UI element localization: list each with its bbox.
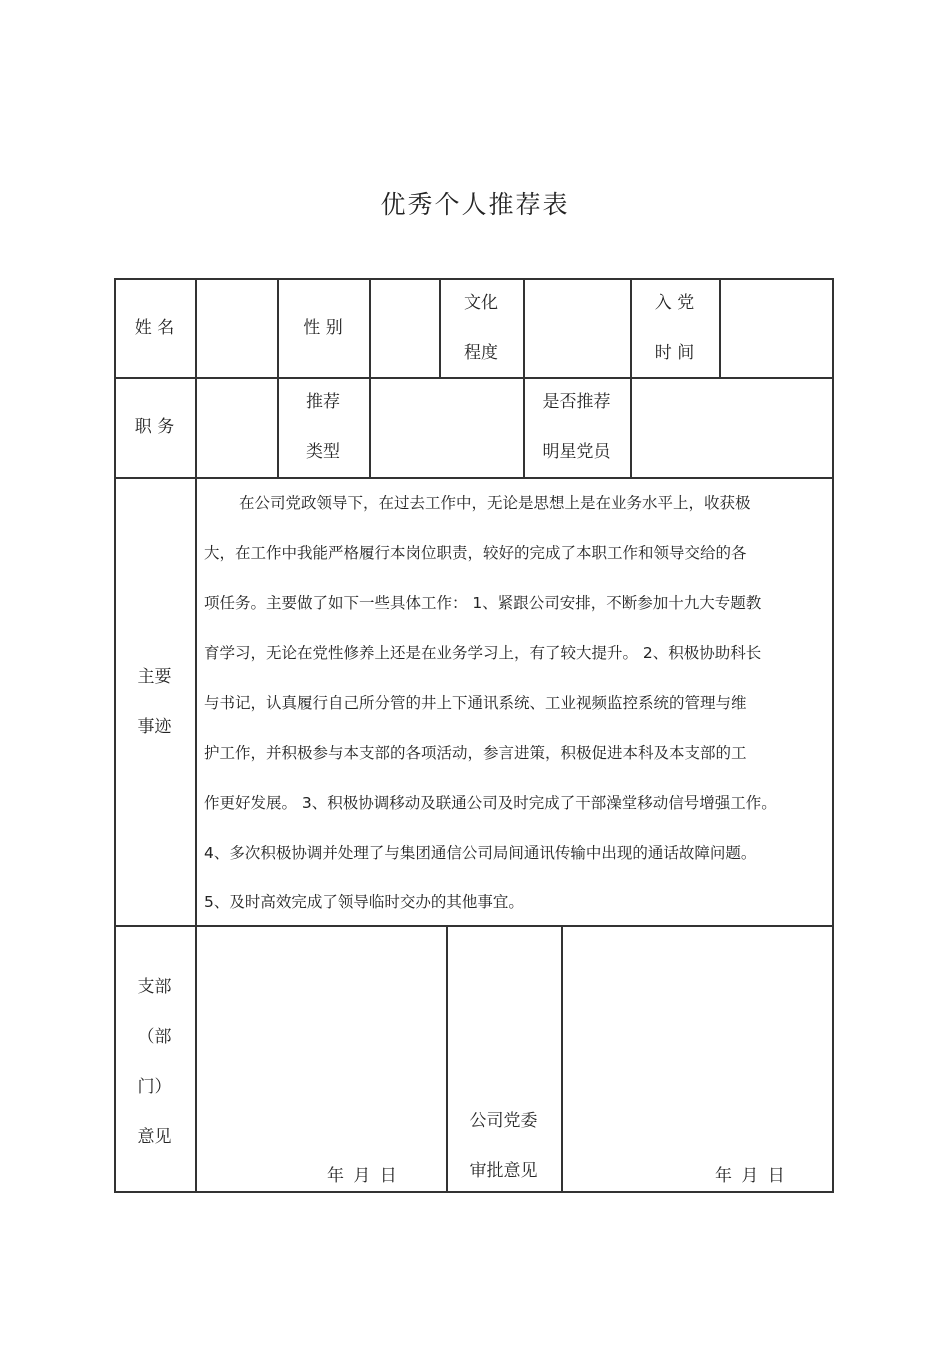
achievements-label: 事迹 — [137, 717, 172, 737]
recommend-type-label: 类型 — [306, 442, 340, 462]
join-date-label: 入 党 — [654, 293, 695, 313]
achievement-line: 在公司党政领导下，在过去工作中，无论是思想上是在业务水平上，收获极 — [239, 494, 751, 512]
star-member-label: 明星党员 — [542, 442, 611, 462]
achievements-label: 主要 — [137, 667, 172, 687]
join-date-field[interactable] — [721, 280, 831, 376]
branch-opinion-label: 支部 — [137, 977, 172, 997]
achievement-line: 项任务。主要做了如下一些具体工作： 1、紧跟公司安排，不断参加十九大专题教 — [204, 594, 762, 612]
education-field[interactable] — [525, 280, 629, 376]
achievement-line: 4、多次积极协调并处理了与集团通信公司局间通讯传输中出现的通话故障问题。 — [204, 844, 757, 862]
join-date-label: 时 间 — [654, 343, 695, 363]
position-label: 职 务 — [134, 417, 175, 437]
achievement-line: 5、及时高效完成了领导临时交办的其他事宜。 — [204, 893, 524, 911]
achievement-line: 护工作，并积极参与本支部的各项活动，参言进策，积极促进本科及本支部的工 — [204, 744, 747, 762]
branch-opinion-label: 意见 — [137, 1127, 172, 1147]
education-label: 文化 — [464, 293, 498, 313]
achievement-line: 育学习，无论在党性修养上还是在业务学习上，有了较大提升。 2、积极协助科长 — [204, 644, 762, 662]
committee-opinion-label: 审批意见 — [469, 1161, 538, 1181]
gender-field[interactable] — [371, 280, 438, 376]
branch-opinion-date: 年 月 日 — [327, 1166, 399, 1186]
position-field[interactable] — [197, 379, 276, 476]
recommend-type-field[interactable] — [371, 379, 522, 476]
name-label: 姓 名 — [134, 318, 175, 338]
table-border-right — [832, 278, 834, 1193]
gender-label: 性 别 — [303, 318, 343, 338]
education-label: 程度 — [464, 343, 498, 363]
committee-opinion-date: 年 月 日 — [715, 1166, 787, 1186]
star-member-field[interactable] — [632, 379, 831, 476]
recommend-type-label: 推荐 — [306, 392, 340, 412]
recommendation-form — [114, 278, 834, 1193]
achievement-line: 作更好发展。 3、积极协调移动及联通公司及时完成了干部澡堂移动信号增强工作。 — [204, 794, 777, 812]
name-field[interactable] — [197, 280, 276, 376]
committee-opinion-label: 公司党委 — [469, 1111, 538, 1131]
achievement-line: 与书记，认真履行自己所分管的井上下通讯系统、工业视频监控系统的管理与维 — [204, 694, 747, 712]
branch-opinion-field[interactable] — [197, 927, 445, 1147]
branch-opinion-label: （部 — [137, 1027, 172, 1047]
page-title: 优秀个人推荐表 — [380, 190, 570, 219]
committee-opinion-field[interactable] — [563, 927, 831, 1147]
branch-opinion-label: 门） — [137, 1077, 172, 1097]
star-member-label: 是否推荐 — [542, 392, 611, 412]
achievement-line: 大，在工作中我能严格履行本岗位职责，较好的完成了本职工作和领导交给的各 — [204, 544, 747, 562]
